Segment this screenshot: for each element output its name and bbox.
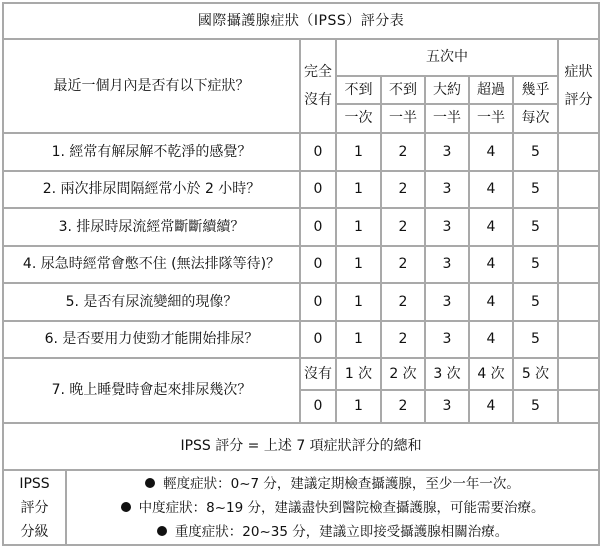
grade-severe: 重度症狀：20~35 分，建議立即接受攝護腺相關治療。 xyxy=(67,520,598,544)
page-title: 國際攝護腺症狀（IPSS）評分表 xyxy=(3,3,599,39)
table-row xyxy=(3,133,599,171)
count-label: 4 次 xyxy=(469,358,513,390)
frequency-group-header: 五次中 xyxy=(336,39,558,76)
score-option[interactable]: 3 xyxy=(425,246,469,283)
score-option[interactable]: 3 xyxy=(425,321,469,358)
score-option[interactable]: 1 xyxy=(336,171,381,208)
score-option[interactable]: 1 xyxy=(336,208,381,246)
score-option[interactable]: 5 xyxy=(513,171,558,208)
freq-header-4: 超過 xyxy=(469,76,513,104)
score-option[interactable]: 2 xyxy=(381,133,425,171)
count-label: 1 次 xyxy=(336,358,381,390)
table-row xyxy=(3,358,599,390)
score-option[interactable]: 2 xyxy=(381,390,425,423)
score-option[interactable]: 4 xyxy=(469,321,513,358)
question-prompt: 最近一個月內是否有以下症狀？ xyxy=(3,39,300,133)
ipss-formula: IPSS 評分 = 上述 7 項症狀評分的總和 xyxy=(3,423,599,470)
table-row xyxy=(3,171,599,208)
freq-header-3-line2: 一半 xyxy=(425,104,469,133)
score-option[interactable]: 5 xyxy=(513,208,558,246)
count-label: 5 次 xyxy=(513,358,558,390)
symptom-score-cell[interactable] xyxy=(558,246,599,283)
bullet-icon xyxy=(157,526,167,536)
score-option[interactable]: 5 xyxy=(513,246,558,283)
symptom-score-cell[interactable] xyxy=(558,208,599,246)
question-2: 2. 兩次排尿間隔經常小於 2 小時？ xyxy=(3,171,300,208)
score-option[interactable]: 1 xyxy=(336,246,381,283)
freq-header-5: 幾乎 xyxy=(513,76,558,104)
table-row xyxy=(3,283,599,321)
freq-header-3: 大約 xyxy=(425,76,469,104)
score-option[interactable]: 4 xyxy=(469,283,513,321)
question-3: 3. 排尿時尿流經常斷斷續續？ xyxy=(3,208,300,246)
bullet-icon xyxy=(121,502,131,512)
symptom-score-cell[interactable] xyxy=(558,321,599,358)
score-option[interactable]: 0 xyxy=(300,390,336,423)
score-option[interactable]: 5 xyxy=(513,283,558,321)
score-option[interactable]: 0 xyxy=(300,133,336,171)
score-option[interactable]: 3 xyxy=(425,283,469,321)
symptom-score-header: 症狀 評分 xyxy=(558,39,599,133)
table-row xyxy=(3,246,599,283)
symptom-score-cell[interactable] xyxy=(558,133,599,171)
question-7: 7. 晚上睡覺時會起來排尿幾次？ xyxy=(3,358,300,423)
freq-header-1: 不到 xyxy=(336,76,381,104)
count-label: 3 次 xyxy=(425,358,469,390)
table-row xyxy=(3,208,599,246)
score-option[interactable]: 3 xyxy=(425,133,469,171)
freq-header-1-line2: 一次 xyxy=(336,104,381,133)
score-option[interactable]: 0 xyxy=(300,321,336,358)
score-option[interactable]: 0 xyxy=(300,246,336,283)
score-option[interactable]: 1 xyxy=(336,321,381,358)
symptom-score-cell-blank xyxy=(558,358,599,390)
grading-section xyxy=(3,470,599,545)
score-option[interactable]: 5 xyxy=(513,133,558,171)
question-1: 1. 經常有解尿解不乾淨的感覺？ xyxy=(3,133,300,171)
score-option[interactable]: 5 xyxy=(513,321,558,358)
freq-header-4-line2: 一半 xyxy=(469,104,513,133)
symptom-score-cell[interactable] xyxy=(558,171,599,208)
freq-header-2: 不到 xyxy=(381,76,425,104)
ipss-score-table xyxy=(2,2,600,546)
grade-mild: 輕度症狀：0~7 分，建議定期檢查攝護腺，至少一年一次。 xyxy=(67,472,598,496)
grade-moderate: 中度症狀：8~19 分，建議盡快到醫院檢查攝護腺，可能需要治療。 xyxy=(67,496,598,520)
score-option[interactable]: 4 xyxy=(469,246,513,283)
grading-label: IPSS 評分 分級 xyxy=(4,471,66,544)
score-option[interactable]: 1 xyxy=(336,283,381,321)
score-option[interactable]: 3 xyxy=(425,208,469,246)
score-option[interactable]: 0 xyxy=(300,171,336,208)
score-option[interactable]: 1 xyxy=(336,133,381,171)
never-header: 完全 沒有 xyxy=(300,39,336,133)
score-option[interactable]: 4 xyxy=(469,133,513,171)
score-option[interactable]: 4 xyxy=(469,171,513,208)
score-option[interactable]: 3 xyxy=(425,390,469,423)
score-option[interactable]: 2 xyxy=(381,208,425,246)
question-4: 4. 尿急時經常會憋不住 (無法排隊等待)？ xyxy=(3,246,300,283)
symptom-score-cell[interactable] xyxy=(558,283,599,321)
table-row xyxy=(3,321,599,358)
question-6: 6. 是否要用力使勁才能開始排尿？ xyxy=(3,321,300,358)
score-option[interactable]: 2 xyxy=(381,246,425,283)
score-option[interactable]: 0 xyxy=(300,208,336,246)
score-option[interactable]: 4 xyxy=(469,390,513,423)
symptom-score-cell[interactable] xyxy=(558,390,599,423)
count-label: 2 次 xyxy=(381,358,425,390)
grading-list xyxy=(66,471,598,544)
score-option[interactable]: 2 xyxy=(381,321,425,358)
score-option[interactable]: 3 xyxy=(425,171,469,208)
bullet-icon xyxy=(145,478,155,488)
count-label: 沒有 xyxy=(300,358,336,390)
score-option[interactable]: 2 xyxy=(381,283,425,321)
freq-header-2-line2: 一半 xyxy=(381,104,425,133)
score-option[interactable]: 4 xyxy=(469,208,513,246)
question-5: 5. 是否有尿流變細的現像？ xyxy=(3,283,300,321)
freq-header-5-line2: 每次 xyxy=(513,104,558,133)
score-option[interactable]: 1 xyxy=(336,390,381,423)
score-option[interactable]: 2 xyxy=(381,171,425,208)
score-option[interactable]: 5 xyxy=(513,390,558,423)
score-option[interactable]: 0 xyxy=(300,283,336,321)
